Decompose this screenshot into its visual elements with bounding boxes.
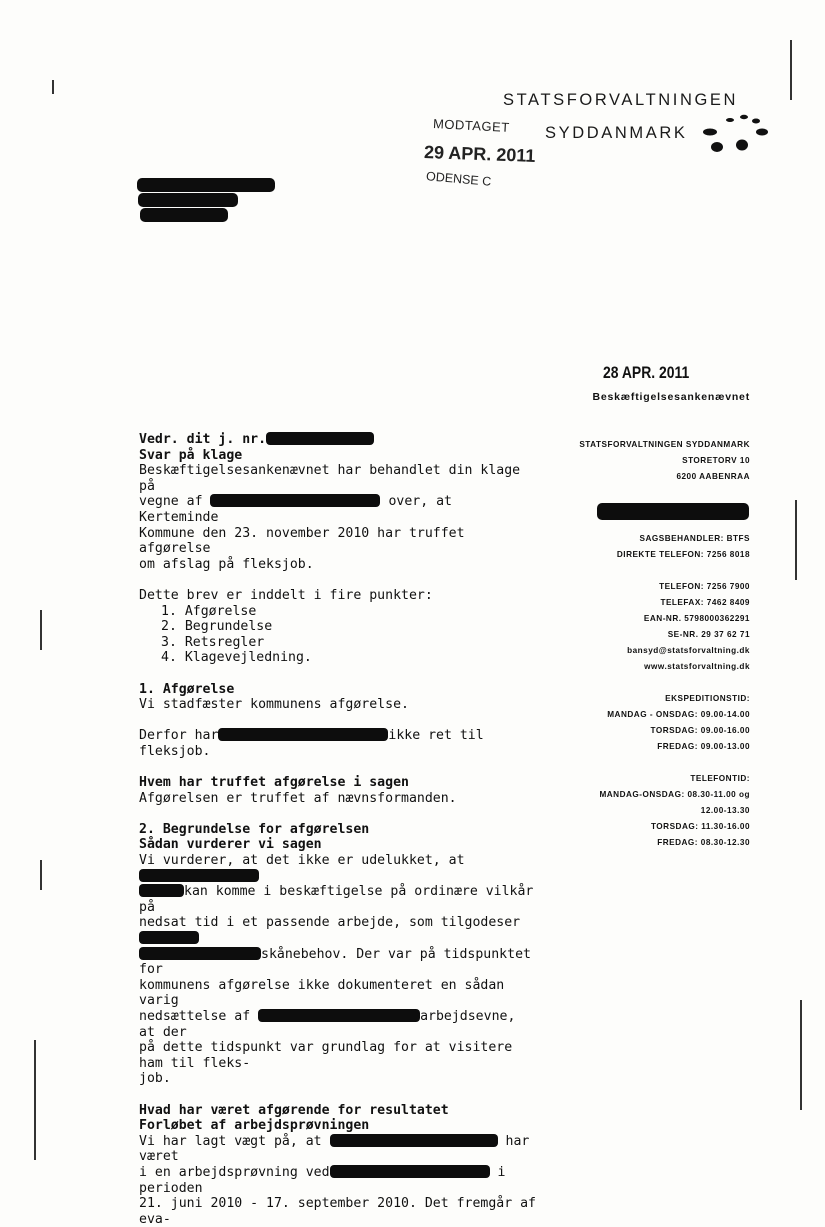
s2-line5: kommunens afgørelse ikke dokumenteret en sådan varig bbox=[139, 977, 505, 1009]
redacted-name bbox=[210, 494, 380, 507]
s2-line1-a: Vi vurderer, at det ikke er udelukket, at bbox=[139, 853, 465, 869]
p1-line1: Beskæftigelsesankenævnet har behandlet din klage på bbox=[139, 463, 521, 494]
info-phone-mon-wed2: 12.00-13.30 bbox=[700, 806, 750, 815]
res-line2-a: i en arbejdsprøvning ved bbox=[139, 1164, 330, 1180]
res-line1-b: har været bbox=[139, 1133, 530, 1165]
info-phone-fri: FREDAG: 08.30-12.30 bbox=[657, 838, 750, 847]
section1-heading: 1. Afgørelse bbox=[139, 681, 235, 697]
info-email: bansyd@statsforvaltning.dk bbox=[627, 646, 750, 655]
margin-speck bbox=[795, 500, 797, 580]
res-line1 bbox=[139, 1134, 539, 1165]
s2-line3 bbox=[139, 915, 539, 946]
redacted-name bbox=[139, 931, 199, 944]
stamp-date: 29 APR. 2011 bbox=[423, 142, 536, 166]
s2-line4-b: skånebehov. Der var på tidspunktet for bbox=[139, 946, 531, 978]
section2-subheading: Sådan vurderer vi sagen bbox=[139, 837, 322, 853]
info-phone: TELEFON: 7256 7900 bbox=[659, 582, 750, 591]
s2-line8: job. bbox=[139, 1071, 171, 1087]
redacted-name bbox=[139, 884, 184, 897]
redacted-recipient-city bbox=[140, 208, 228, 222]
info-sender: STATSFORVALTNINGEN SYDDANMARK bbox=[579, 440, 750, 449]
who-heading: Hvem har truffet afgørelse i sagen bbox=[139, 775, 409, 791]
res-line2-b: i perioden bbox=[139, 1164, 506, 1196]
p1-line2-b: over, at Kerteminde bbox=[139, 494, 452, 525]
margin-speck bbox=[40, 860, 42, 890]
who-text: Afgørelsen er truffet af nævnsformanden. bbox=[139, 790, 457, 806]
section1-derfor bbox=[139, 728, 539, 759]
toc-list bbox=[139, 604, 539, 666]
redacted-case-number bbox=[597, 503, 749, 520]
info-hours-fri: FREDAG: 09.00-13.00 bbox=[657, 742, 750, 751]
s2-line6-b: arbejdsevne, at der bbox=[139, 1008, 516, 1040]
p1-line2-a: vegne af bbox=[139, 494, 203, 510]
s2-line3-a: nedsat tid i et passende arbejde, som tilgodeser bbox=[139, 915, 521, 931]
statsforvaltning-logo bbox=[700, 112, 770, 156]
redacted-recipient-name bbox=[137, 178, 275, 192]
info-direct-phone: DIREKTE TELEFON: 7256 8018 bbox=[616, 550, 750, 559]
derfor-a: Derfor har bbox=[139, 728, 219, 744]
redacted-name bbox=[139, 947, 261, 960]
result-heading: Hvad har været afgørende for resultatet bbox=[139, 1102, 449, 1118]
s2-line7: på dette tidspunkt var grundlag for at visitere ham til fleks- bbox=[139, 1040, 513, 1071]
info-postcode: 6200 AABENRAA bbox=[676, 472, 750, 481]
info-fax: TELEFAX: 7462 8409 bbox=[660, 598, 750, 607]
margin-speck bbox=[40, 610, 42, 650]
toc-item: 3. Retsregler bbox=[161, 634, 265, 650]
toc-item: 2. Begrundelse bbox=[161, 619, 273, 635]
p1-line4: om afslag på fleksjob. bbox=[139, 556, 314, 572]
info-ean: EAN-NR. 5798000362291 bbox=[643, 614, 750, 623]
redacted-recipient-street bbox=[138, 193, 238, 207]
s2-line2-b: kan komme i beskæftigelse på ordinære vilkår på bbox=[139, 884, 534, 915]
info-street: STORETORV 10 bbox=[682, 456, 750, 465]
redacted-name bbox=[139, 869, 259, 882]
res-line2 bbox=[139, 1165, 539, 1196]
info-phone-title: TELEFONTID: bbox=[690, 774, 750, 783]
reference-label: Vedr. dit j. nr. bbox=[139, 432, 267, 447]
info-web: www.statsforvaltning.dk bbox=[644, 662, 750, 671]
toc-intro: Dette brev er inddelt i fire punkter: bbox=[139, 587, 433, 603]
redacted-name bbox=[330, 1134, 498, 1147]
toc-item: 1. Afgørelse bbox=[161, 603, 257, 619]
reference-line bbox=[139, 432, 539, 448]
letter-body bbox=[139, 432, 539, 1227]
margin-speck bbox=[52, 80, 54, 94]
s2-line2 bbox=[139, 884, 539, 915]
section2-heading: 2. Begrundelse for afgørelsen bbox=[139, 821, 370, 837]
s2-line1 bbox=[139, 853, 539, 884]
info-phone-mon-wed: MANDAG-ONSDAG: 08.30-11.00 og bbox=[599, 790, 750, 799]
info-hours-thu: TORSDAG: 09.00-16.00 bbox=[650, 726, 750, 735]
margin-speck bbox=[34, 1040, 36, 1160]
org-name-line1: STATSFORVALTNINGEN bbox=[503, 91, 739, 109]
res-line1-a: Vi har lagt vægt på, at bbox=[139, 1133, 322, 1149]
redacted-name bbox=[330, 1165, 490, 1178]
stamp-received: MODTAGET bbox=[432, 116, 511, 135]
s2-line6-a: nedsættelse af bbox=[139, 1008, 251, 1024]
info-handler: SAGSBEHANDLER: BTFS bbox=[639, 534, 750, 543]
info-se: SE-NR. 29 37 62 71 bbox=[667, 630, 750, 639]
s2-line6 bbox=[139, 1009, 539, 1040]
toc-item: 4. Klagevejledning. bbox=[161, 650, 312, 666]
department-name: Beskæftigelsesankenævnet bbox=[592, 391, 750, 403]
letter-date: 28 APR. 2011 bbox=[603, 363, 690, 382]
redacted-name bbox=[258, 1009, 420, 1022]
stamp-city: ODENSE C bbox=[425, 169, 492, 189]
res-line3: 21. juni 2010 - 17. september 2010. Det fremgår af eva- bbox=[139, 1196, 536, 1227]
p1-line3: Kommune den 23. november 2010 har truffet afgørelse bbox=[139, 525, 465, 557]
redacted-name bbox=[218, 728, 388, 741]
result-subheading: Forløbet af arbejdsprøvningen bbox=[139, 1118, 370, 1134]
info-hours-title: EKSPEDITIONSTID: bbox=[665, 694, 750, 703]
derfor-b: ikke ret til fleksjob. bbox=[139, 728, 484, 759]
redacted-reference bbox=[266, 432, 374, 445]
org-name-line2: SYDDANMARK bbox=[545, 124, 688, 142]
s2-line4 bbox=[139, 947, 539, 978]
subject-line: Svar på klage bbox=[139, 447, 243, 463]
p1-line2 bbox=[139, 494, 539, 525]
section1-text: Vi stadfæster kommunens afgørelse. bbox=[139, 697, 409, 713]
info-phone-thu: TORSDAG: 11.30-16.00 bbox=[650, 822, 750, 831]
margin-speck bbox=[790, 40, 792, 100]
margin-speck bbox=[800, 1000, 802, 1110]
info-hours-mon-wed: MANDAG - ONSDAG: 09.00-14.00 bbox=[607, 710, 750, 719]
